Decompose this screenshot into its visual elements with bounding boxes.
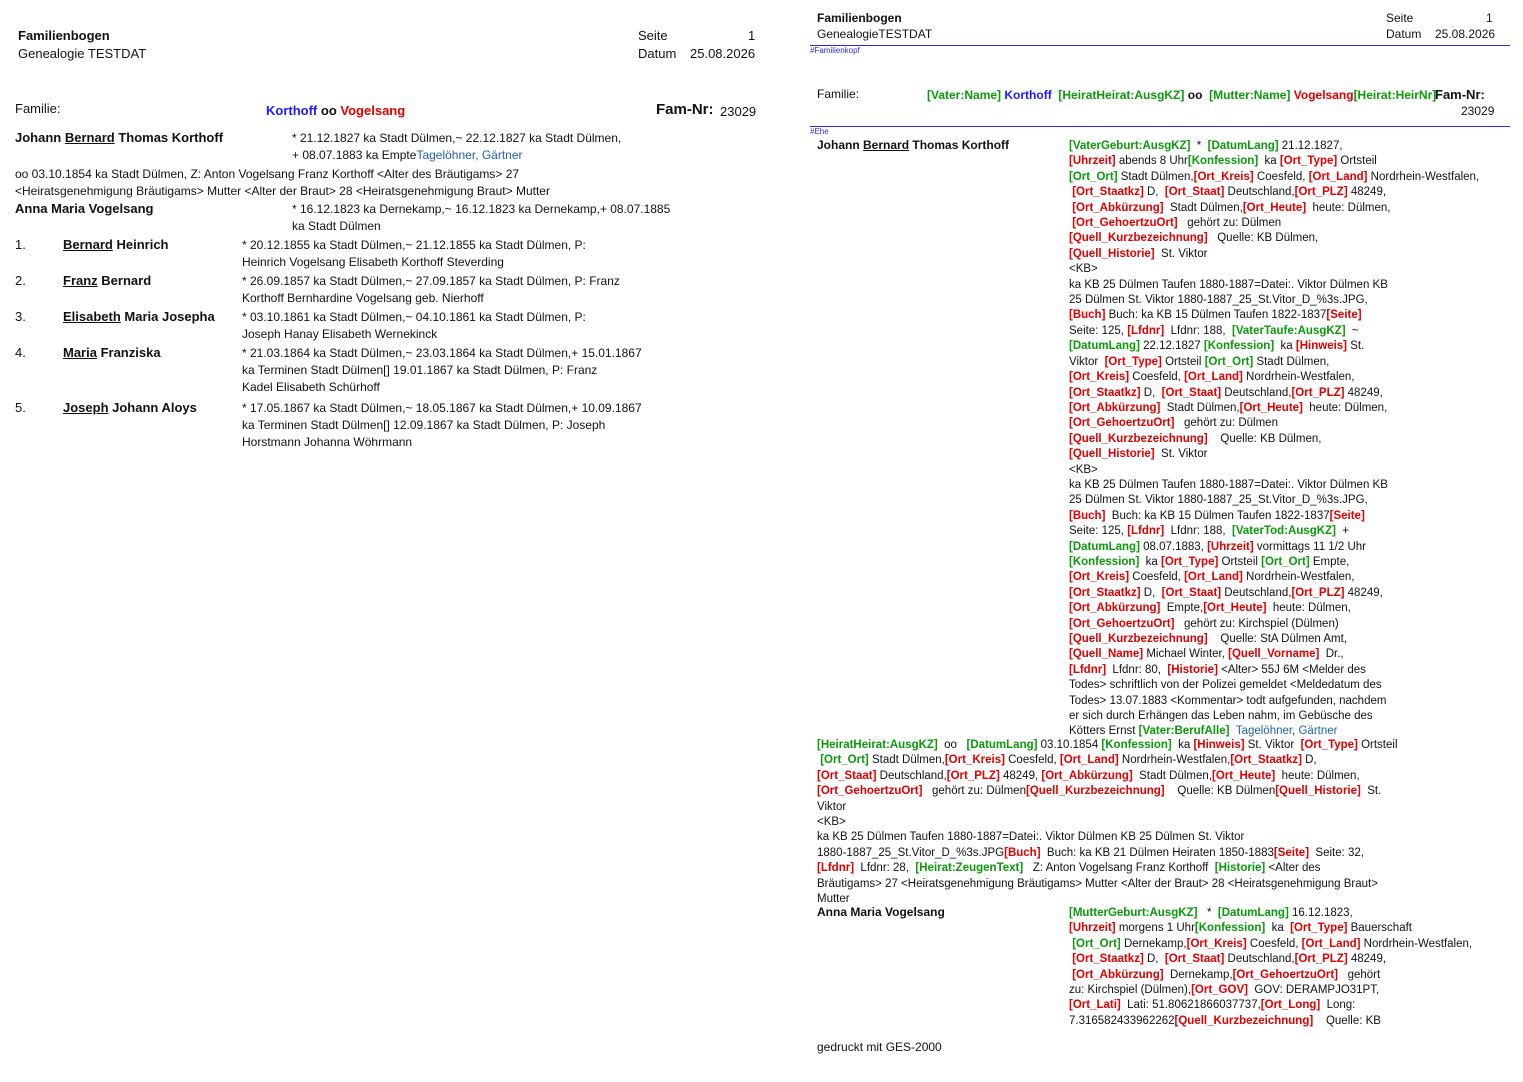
page-subtitle: Genealogie TESTDAT [18, 46, 147, 61]
tpl-father-name: Johann Bernard Thomas Korthoff [817, 138, 1010, 152]
mother-name: Anna Maria Vogelsang [15, 201, 154, 216]
child-number: 4. [15, 345, 26, 360]
tpl-father-block: [VaterGeburt:AusgKZ] * [DatumLang] 21.12.1827, [Uhrzeit] abends 8 Uhr[Konfession] ka [Ort_Type] Ortsteil [Ort_Ort] Stadt Dülmen,[Ort_Kreis] Coesfeld, [Ort_Land] Nordrhein-Westfalen, [Ort_Staatkz] D, [Ort_Staat] Deutschland,[Ort_PLZ] 48249, [Ort_Abkürzung] Stadt Dülmen,[Ort_Heute] heute: Dülmen, [Ort_GehoertzuOrt] gehört zu: Dülmen [Quell_Kurzbezeichnung] Quelle: KB Dülmen, [Quell_Historie] St. Viktor <KB> ka KB 25 Dülmen Taufen 1880-1887=Datei:. Viktor Dülmen KB 25 Dülmen St. Viktor 1880-1887_25_St.Vitor_D_%3s.JPG, [Buch] Buch: ka KB 15 Dülmen Taufen 1822-1837[Seite] Seite: 125, [Lfdnr] Lfdnr: 188, [VaterTaufe:AusgKZ] ~ [DatumLang] 22.12.1827 [Konfession] ka [Hinweis] St. Viktor [Ort_Type] Ortsteil [Ort_Ort] Stadt Dülmen, [Ort_Kreis] Coesfeld, [Ort_Land] Nordrhein-Westfalen, [Ort_Staatkz] D, [Ort_Staat] Deutschland,[Ort_PLZ] 48249, [Ort_Abkürzung] Stadt Dülmen,[Ort_Heute] heute: Dülmen, [Ort_GehoertzuOrt] gehört zu: Dülmen [Quell_Kurzbezeichnung] Quelle: KB Dülmen, [Quell_Historie] St. Viktor <KB> ka KB 25 Dülmen Taufen 1880-1887=Datei:. Viktor Dülmen KB 25 Dülmen St. Viktor 1880-1887_25_St.Vitor_D_%3s.JPG, [Buch] Buch: ka KB 15 Dülmen Taufen 1822-1837[Seite] Seite: 125, [Lfdnr] Lfdnr: 188, [VaterTod:AusgKZ] + [DatumLang] 08.07.1883, [Uhrzeit] vormittags 11 1/2 Uhr [Konfession] ka [Ort_Type] Ortsteil [Ort_Ort] Empte, [Ort_Kreis] Coesfeld, [Ort_Land] Nordrhein-Westfalen, [Ort_Staatkz] D, [Ort_Staat] Deutschland,[Ort_PLZ] 48249, [Ort_Abkürzung] Empte,[Ort_Heute] heute: Dülmen, [Ort_GehoertzuOrt] gehört zu: Kirchspiel (Dülmen) [Quell_Kurzbezeichnung] Quelle: StA Dülmen Amt, [Quell_Name] Michael Winter, [Quell_Vorname] Dr., [Lfdnr] Lfdnr: 80, [Historie] <Alter> 55J 6M <Melder des Todes> schriftlich von der Polizei gemeldet <Meldedatum des Todes> 13.07.1883 <Kommentar> todt aufgefunden, nachdem er sich durch Erhängen das Leben nahm, im Gebüsche des Kötters Ernst [Vater:BerufAlle] Tagelöhner, Gärtner [1069, 140, 1480, 738]
child-events-line-2: Heinrich Vogelsang Elisabeth Korthoff Steverding [242, 255, 504, 269]
tpl-page-title: Familienbogen [817, 11, 902, 25]
child-events-line-1: * 03.10.1861 ka Stadt Dülmen,~ 04.10.1861 ka Stadt Dülmen, P: [242, 310, 586, 324]
family-header [266, 103, 405, 118]
tpl-datum-value: 25.08.2026 [1435, 27, 1496, 41]
tpl-famnr-label: Fam-Nr: [1435, 87, 1485, 102]
famnr-label: Fam-Nr: [656, 101, 714, 118]
child-events-line-1: * 21.03.1864 ka Stadt Dülmen,~ 23.03.1864 ka Stadt Dülmen,+ 15.01.1867 [242, 346, 642, 360]
child-events-line-2: ka Terminen Stadt Dülmen[] 12.09.1867 ka Stadt Dülmen, P: Joseph [242, 418, 606, 432]
child-number: 5. [15, 400, 26, 415]
mother-events-line-2: ka Stadt Dülmen [292, 219, 381, 233]
child-events-line-1: * 17.05.1867 ka Stadt Dülmen,~ 18.05.1867 ka Stadt Dülmen,+ 10.09.1867 [242, 401, 642, 415]
tpl-mother-block: [MutterGeburt:AusgKZ] * [DatumLang] 16.12.1823, [Uhrzeit] morgens 1 Uhr[Konfession] ka [Ort_Type] Bauerschaft [Ort_Ort] Dernekamp,[Ort_Kreis] Coesfeld, [Ort_Land] Nordrhein-Westfalen, [Ort_Staatkz] D, [Ort_Staat] Deutschland,[Ort_PLZ] 48249, [Ort_Abkürzung] Dernekamp,[Ort_GehoertzuOrt] gehört zu: Kirchspiel (Dülmen),[Ort_GOV] GOV: DERAMPJO31PT, [Ort_Lati] Lati: 51.80621866037737,[Ort_Long] Long: 7.316582433962262[Quell_Kurzbezeichnung] Quelle: KB [1069, 907, 1473, 1027]
footer-printed-with: gedruckt mit GES-2000 [817, 1040, 942, 1054]
familie-label: Familie: [15, 101, 61, 116]
child-name: Bernard Heinrich [63, 237, 169, 252]
famnr-value: 23029 [720, 104, 757, 119]
template-page [805, 0, 1523, 1082]
father-surname: Korthoff [266, 103, 318, 118]
child-number: 2. [15, 273, 26, 288]
child-events-line-2: ka Terminen Stadt Dülmen[] 19.01.1867 ka Stadt Dülmen, P: Franz [242, 363, 598, 377]
tpl-familie-label: Familie: [817, 87, 860, 101]
datum-value: 25.08.2026 [690, 46, 756, 61]
mother-surname: Vogelsang [340, 103, 406, 118]
seite-label: Seite [638, 28, 668, 43]
marriage-line-1: oo 03.10.1854 ka Stadt Dülmen, Z: Anton Vogelsang Franz Korthoff <Alter des Bräutigams> 27 [15, 167, 520, 181]
section-rule [810, 126, 1510, 127]
child-number: 3. [15, 309, 26, 324]
child-events-line-2: Joseph Hanay Elisabeth Wernekinck [242, 327, 438, 341]
father-events-line-1: * 21.12.1827 ka Stadt Dülmen,~ 22.12.1827 ka Stadt Dülmen, [292, 131, 622, 145]
tpl-seite-value: 1 [1486, 11, 1493, 25]
marriage-symbol: oo [320, 103, 337, 118]
section-tag-ehe: #Ehe [810, 127, 829, 136]
child-events-line-1: * 26.09.1857 ka Stadt Dülmen,~ 27.09.1857 ka Stadt Dülmen, P: Franz [242, 274, 620, 288]
father-occupation: Tagelöhner, Gärtner [416, 148, 523, 162]
marriage-line-2: <Heiratsgenehmigung Bräutigams> Mutter <Alter der Braut> 28 <Heiratsgenehmigung Braut> Mutter [15, 184, 550, 198]
page-title: Familienbogen [18, 28, 110, 43]
tpl-seite-label: Seite [1386, 11, 1414, 25]
child-events-line-1: * 20.12.1855 ka Stadt Dülmen,~ 21.12.1855 ka Stadt Dülmen, P: [242, 238, 586, 252]
child-number: 1. [15, 237, 26, 252]
child-name: Elisabeth Maria Josepha [63, 309, 215, 324]
child-name: Maria Franziska [63, 345, 161, 360]
tpl-datum-label: Datum [1386, 27, 1422, 41]
tpl-family-header: [Vater:Name] Korthoff [HeiratHeirat:AusgKZ] oo [Mutter:Name] Vogelsang[Heirat:HeirNr] [927, 88, 1437, 102]
child-name: Franz Bernard [63, 273, 152, 288]
child-events-line-2: Korthoff Bernhardine Vogelsang geb. Nierhoff [242, 291, 484, 305]
tpl-famnr-value: 23029 [1461, 104, 1495, 118]
tpl-marriage-block: [HeiratHeirat:AusgKZ] oo [DatumLang] 03.10.1854 [Konfession] ka [Hinweis] St. Viktor [Ort_Type] Ortsteil [Ort_Ort] Stadt Dülmen,[Ort_Kreis] Coesfeld, [Ort_Land] Nordrhein-Westfalen,[Ort_Staatkz] D, [Ort_Staat] Deutschland,[Ort_PLZ] 48249, [Ort_Abkürzung] Stadt Dülmen,[Ort_Heute] heute: Dülmen, [Ort_GehoertzuOrt] gehört zu: Dülmen[Quell_Kurzbezeichnung] Quelle: KB Dülmen[Quell_Historie] St. Viktor <KB> ka KB 25 Dülmen Taufen 1880-1887=Datei:. Viktor Dülmen KB 25 Dülmen St. Viktor 1880-1887_25_St.Vitor_D_%3s.JPG[Buch] Buch: ka KB 21 Dülmen Heiraten 1850-1883[Seite] Seite: 32, [Lfdnr] Lfdnr: 28, [Heirat:ZeugenText] Z: Anton Vogelsang Franz Korthoff [Historie] <Alter des Bräutigams> 27 <Heiratsgenehmigung Bräutigams> Mutter <Alter der Braut> 28 <Heiratsgenehmigung Braut> Mutter [817, 739, 1398, 906]
mother-events-line-1: * 16.12.1823 ka Dernekamp,~ 16.12.1823 ka Dernekamp,+ 08.07.1885 [292, 202, 671, 216]
header-rule [810, 45, 1510, 46]
section-tag-familienkopf: #Familienkopf [810, 46, 860, 55]
seite-value: 1 [748, 28, 756, 43]
child-events-line-3: Horstmann Johanna Wöhrmann [242, 435, 413, 449]
child-events-line-3: Kadel Elisabeth Schürhoff [242, 380, 380, 394]
tpl-mother-name: Anna Maria Vogelsang [817, 905, 945, 919]
father-name: Johann Bernard Thomas Korthoff [15, 130, 224, 145]
father-events-line-2: + 08.07.1883 ka EmpteTagelöhner, Gärtner [292, 148, 523, 162]
child-name: Joseph Johann Aloys [63, 400, 197, 415]
tpl-page-subtitle: GenealogieTESTDAT [817, 27, 933, 41]
datum-label: Datum [638, 46, 677, 61]
